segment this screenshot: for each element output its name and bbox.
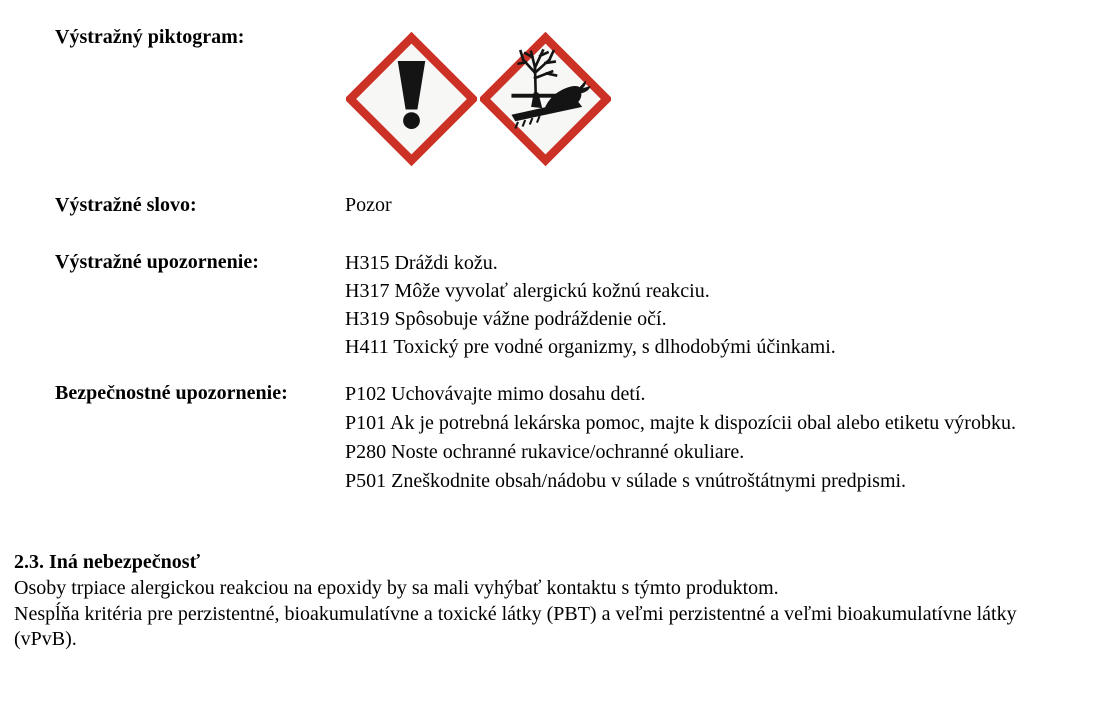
precautionary-statements-row [0, 380, 1120, 505]
precautionary-statement-line: P280 Noste ochranné rukavice/ochranné okuliare. [345, 441, 745, 463]
precautionary-statements-list [345, 380, 1016, 496]
precautionary-statement-line: P101 Ak je potrebná lekárska pomoc, majte k dispozícii obal alebo etiketu výrobku. [345, 412, 1016, 434]
ghs07-exclamation-icon [346, 30, 477, 168]
hazard-statements-row [0, 249, 1120, 369]
hazard-statements-list [345, 249, 836, 361]
hazard-statements-label: Výstražné upozornenie: [55, 251, 259, 273]
precautionary-statements-label: Bezpečnostné upozornenie: [55, 382, 288, 404]
ghs09-environment-icon [480, 30, 611, 168]
signal-word-label: Výstražné slovo: [55, 194, 197, 216]
hazard-statement-line: H315 Dráždi kožu. [345, 252, 498, 274]
hazard-statement-line: H319 Spôsobuje vážne podráždenie očí. [345, 308, 667, 330]
paragraph-line: Nespĺňa kritéria pre perzistentné, bioakumulatívne a toxické látky (PBT) a veľmi perzistentné a veľmi bioakumulatívne látky [14, 602, 1017, 625]
precautionary-statement-line: P102 Uchovávajte mimo dosahu detí. [345, 383, 646, 405]
hazard-statement-line: H411 Toxický pre vodné organizmy, s dlhodobými účinkami. [345, 336, 836, 358]
signal-word-value: Pozor [345, 194, 392, 216]
signal-word-row [0, 192, 1120, 222]
pictogram-group [346, 30, 611, 168]
pictogram-row [0, 24, 1120, 174]
paragraph-line: Osoby trpiace alergickou reakciou na epoxidy by sa mali vyhýbať kontaktu s týmto produktom. [14, 577, 779, 599]
hazard-statement-line: H317 Môže vyvolať alergickú kožnú reakciu. [345, 280, 710, 302]
pictogram-label: Výstražný piktogram: [55, 26, 245, 48]
paragraph-line: (vPvB). [14, 628, 77, 650]
section-heading-other-hazards: 2.3. Iná nebezpečnosť [14, 551, 200, 573]
other-hazards-paragraph [14, 576, 1017, 653]
precautionary-statement-line: P501 Zneškodnite obsah/nádobu v súlade s vnútroštátnymi predpismi. [345, 470, 907, 492]
